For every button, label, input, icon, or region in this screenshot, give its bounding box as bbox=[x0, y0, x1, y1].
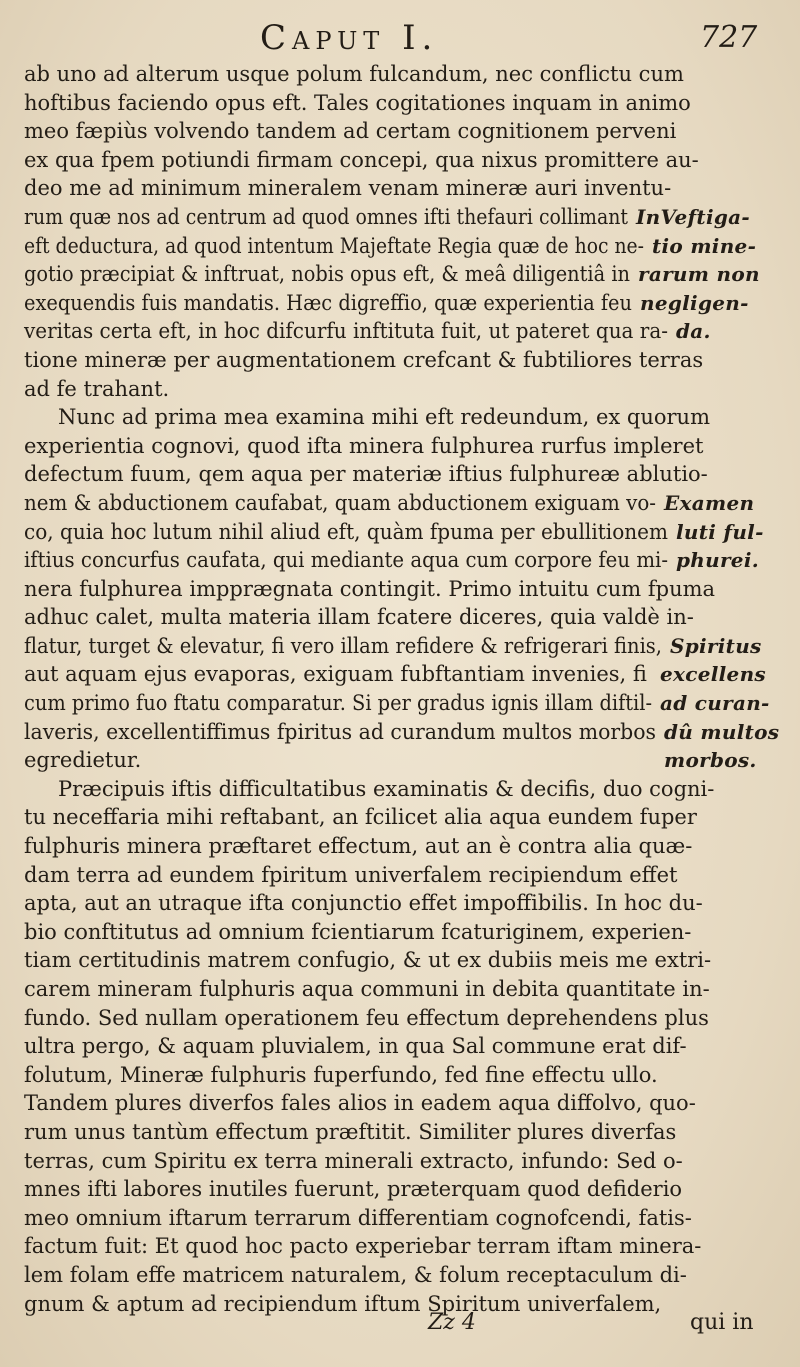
marginal-note: dû multos bbox=[664, 719, 780, 744]
text-line bbox=[24, 775, 784, 804]
text-line bbox=[24, 1061, 784, 1090]
line-text: Præcipuis iftis difficultatibus examinatis & decifis, duo cogni- bbox=[58, 776, 715, 801]
text-line bbox=[24, 546, 784, 575]
text-line bbox=[24, 1232, 784, 1261]
line-text: Tandem plures diverfos fales alios in eadem aqua diffolvo, quo- bbox=[24, 1091, 696, 1116]
line-text: tione mineræ per augmentationem crefcant & fubtiliores terras bbox=[24, 347, 704, 372]
page-footer bbox=[0, 1310, 800, 1366]
text-line bbox=[24, 460, 784, 489]
line-text: aut aquam ejus evaporas, exiguam fubftantiam invenies, fi bbox=[24, 662, 647, 687]
text-line bbox=[24, 660, 784, 689]
text-line bbox=[24, 289, 784, 318]
line-text: nera fulphurea impprægnata contingit. Primo intuitu cum fpuma bbox=[24, 576, 716, 601]
text-line bbox=[24, 403, 784, 432]
marginal-note: tio mine- bbox=[652, 233, 757, 258]
line-text: egredietur. bbox=[24, 748, 142, 773]
text-line bbox=[24, 946, 784, 975]
line-text: cum primo fuo ftatu comparatur. Si per gradus ignis illam diftil- bbox=[24, 691, 652, 716]
text-line bbox=[24, 832, 784, 861]
text-line bbox=[24, 1175, 784, 1204]
line-text: eft deductura, ad quod intentum Majeftate Regia quæ de hoc ne- bbox=[24, 233, 644, 258]
page-number: 727 bbox=[700, 20, 758, 55]
line-text: ab uno ad alterum usque polum fulcandum, nec conflictu cum bbox=[24, 62, 684, 86]
marginal-note: phurei. bbox=[676, 548, 759, 573]
line-text: tu neceffaria mihi reftabant, an fcilicet alia aqua eundem fuper bbox=[24, 805, 697, 830]
marginal-note: Examen bbox=[664, 490, 755, 515]
line-text: meo omnium iftarum terrarum differentiam cognofcendi, fatis- bbox=[24, 1205, 692, 1230]
chapter-title: Caput I. bbox=[260, 18, 439, 58]
line-text: terras, cum Spiritu ex terra minerali extracto, infundo: Sed o- bbox=[24, 1148, 683, 1173]
line-text: rum unus tantùm effectum præftitit. Similiter plures diverfas bbox=[24, 1119, 677, 1144]
text-line bbox=[24, 1118, 784, 1147]
text-line bbox=[24, 575, 784, 604]
marginal-note: Spiritus bbox=[670, 633, 762, 658]
text-line bbox=[24, 918, 784, 947]
line-text: fundo. Sed nullam operationem feu effectum deprehendens plus bbox=[24, 1005, 709, 1030]
text-line bbox=[24, 146, 784, 175]
line-text: nem & abductionem caufabat, quam abductionem exiguam vo- bbox=[24, 490, 656, 515]
text-line bbox=[24, 317, 784, 346]
text-line bbox=[24, 232, 784, 261]
line-text: mnes ifti labores inutiles fuerunt, præterquam quod defiderio bbox=[24, 1177, 683, 1202]
signature-mark: Zz 4 bbox=[428, 1310, 476, 1335]
marginal-note: excellens bbox=[660, 662, 766, 687]
line-text: co, quia hoc lutum nihil aliud eft, quàm fpuma per ebullitionem bbox=[24, 519, 668, 544]
text-line bbox=[24, 60, 784, 89]
line-text: exequendis fuis mandatis. Hæc digreffio, quæ experientia feu bbox=[24, 290, 632, 315]
text-line bbox=[24, 260, 784, 289]
text-line bbox=[24, 117, 784, 146]
text-line bbox=[24, 346, 784, 375]
marginal-note: negligen- bbox=[640, 290, 749, 315]
marginal-note: rarum non bbox=[638, 262, 760, 287]
line-text: hoftibus faciendo opus eft. Tales cogitationes inquam in animo bbox=[24, 90, 691, 115]
text-line bbox=[24, 518, 784, 547]
text-line bbox=[24, 1204, 784, 1233]
text-line bbox=[24, 861, 784, 890]
line-text: veritas certa eft, in hoc difcurfu inftituta fuit, ut pateret qua ra- bbox=[24, 319, 668, 344]
marginal-note: InVeftiga- bbox=[636, 204, 750, 229]
text-line bbox=[24, 174, 784, 203]
text-line bbox=[24, 975, 784, 1004]
text-line bbox=[24, 1290, 784, 1319]
line-text: laveris, excellentiffimus fpiritus ad curandum multos morbos bbox=[24, 719, 656, 744]
text-line bbox=[24, 632, 784, 661]
text-line bbox=[24, 1032, 784, 1061]
text-line bbox=[24, 432, 784, 461]
line-text: gotio præcipiat & inftruat, nobis opus eft, & meâ diligentiâ in bbox=[24, 262, 630, 287]
line-text: apta, aut an utraque ifta conjunctio effet impoffibilis. In hoc du- bbox=[24, 891, 703, 916]
marginal-note: da. bbox=[676, 319, 711, 344]
text-line bbox=[24, 603, 784, 632]
line-text: ad fe trahant. bbox=[24, 376, 170, 401]
marginal-note: luti ful- bbox=[676, 519, 764, 544]
line-text: deo me ad minimum mineralem venam mineræ auri inventu- bbox=[24, 176, 672, 201]
line-text: rum quæ nos ad centrum ad quod omnes ifti thefauri collimant bbox=[24, 204, 628, 229]
line-text: defectum fuum, qem aqua per materiæ iftius fulphureæ ablutio- bbox=[24, 462, 708, 487]
line-text: carem mineram fulphuris aqua communi in debita quantitate in- bbox=[24, 977, 710, 1001]
line-text: ex qua fpem potiundi firmam concepi, qua nixus promittere au- bbox=[24, 147, 699, 172]
body-text bbox=[24, 60, 784, 1318]
text-line bbox=[24, 1089, 784, 1118]
line-text: tiam certitudinis matrem confugio, & ut ex dubiis meis me extri- bbox=[24, 948, 712, 973]
text-line bbox=[24, 375, 784, 404]
line-text: ultra pergo, & aquam pluvialem, in qua Sal commune erat dif- bbox=[24, 1034, 687, 1059]
line-text: folutum, Mineræ fulphuris fuperfundo, fed fine effectu ullo. bbox=[24, 1062, 658, 1087]
line-text: dam terra ad eundem fpiritum univerfalem recipiendum effet bbox=[24, 862, 678, 887]
line-text: flatur, turget & elevatur, fi vero illam refidere & refrigerari finis, bbox=[24, 633, 662, 658]
marginal-note: ad curan- bbox=[660, 691, 770, 716]
text-line bbox=[24, 1147, 784, 1176]
text-line bbox=[24, 718, 784, 747]
line-text: bio conftitutus ad omnium fcientiarum fcaturiginem, experien- bbox=[24, 919, 692, 944]
text-line bbox=[24, 489, 784, 518]
line-text: experientia cognovi, quod ifta minera fulphurea rurfus impleret bbox=[24, 433, 704, 458]
line-text: fulphuris minera præftaret effectum, aut an è contra alia quæ- bbox=[24, 834, 693, 859]
line-text: factum fuit: Et quod hoc pacto experiebar terram iftam minera- bbox=[24, 1234, 702, 1259]
line-text: iftius concurfus caufata, qui mediante aqua cum corpore feu mi- bbox=[24, 548, 668, 573]
text-line bbox=[24, 1261, 784, 1290]
line-text: meo fæpiùs volvendo tandem ad certam cognitionem perveni bbox=[24, 119, 677, 144]
running-header bbox=[0, 18, 800, 58]
text-line bbox=[24, 889, 784, 918]
marginal-note: morbos. bbox=[664, 748, 757, 773]
catchword: qui in bbox=[690, 1310, 754, 1335]
line-text: Nunc ad prima mea examina mihi eft redeundum, ex quorum bbox=[58, 405, 710, 430]
text-line bbox=[24, 1004, 784, 1033]
text-line bbox=[24, 203, 784, 232]
text-line bbox=[24, 803, 784, 832]
line-text: adhuc calet, multa materia illam fcatere diceres, quia valdè in- bbox=[24, 605, 694, 630]
text-line bbox=[24, 689, 784, 718]
text-line bbox=[24, 746, 784, 775]
line-text: lem folam effe matricem naturalem, & folum receptaculum di- bbox=[24, 1262, 687, 1287]
text-line bbox=[24, 89, 784, 118]
line-text: gnum & aptum ad recipiendum iftum Spiritum univerfalem, bbox=[24, 1291, 662, 1316]
